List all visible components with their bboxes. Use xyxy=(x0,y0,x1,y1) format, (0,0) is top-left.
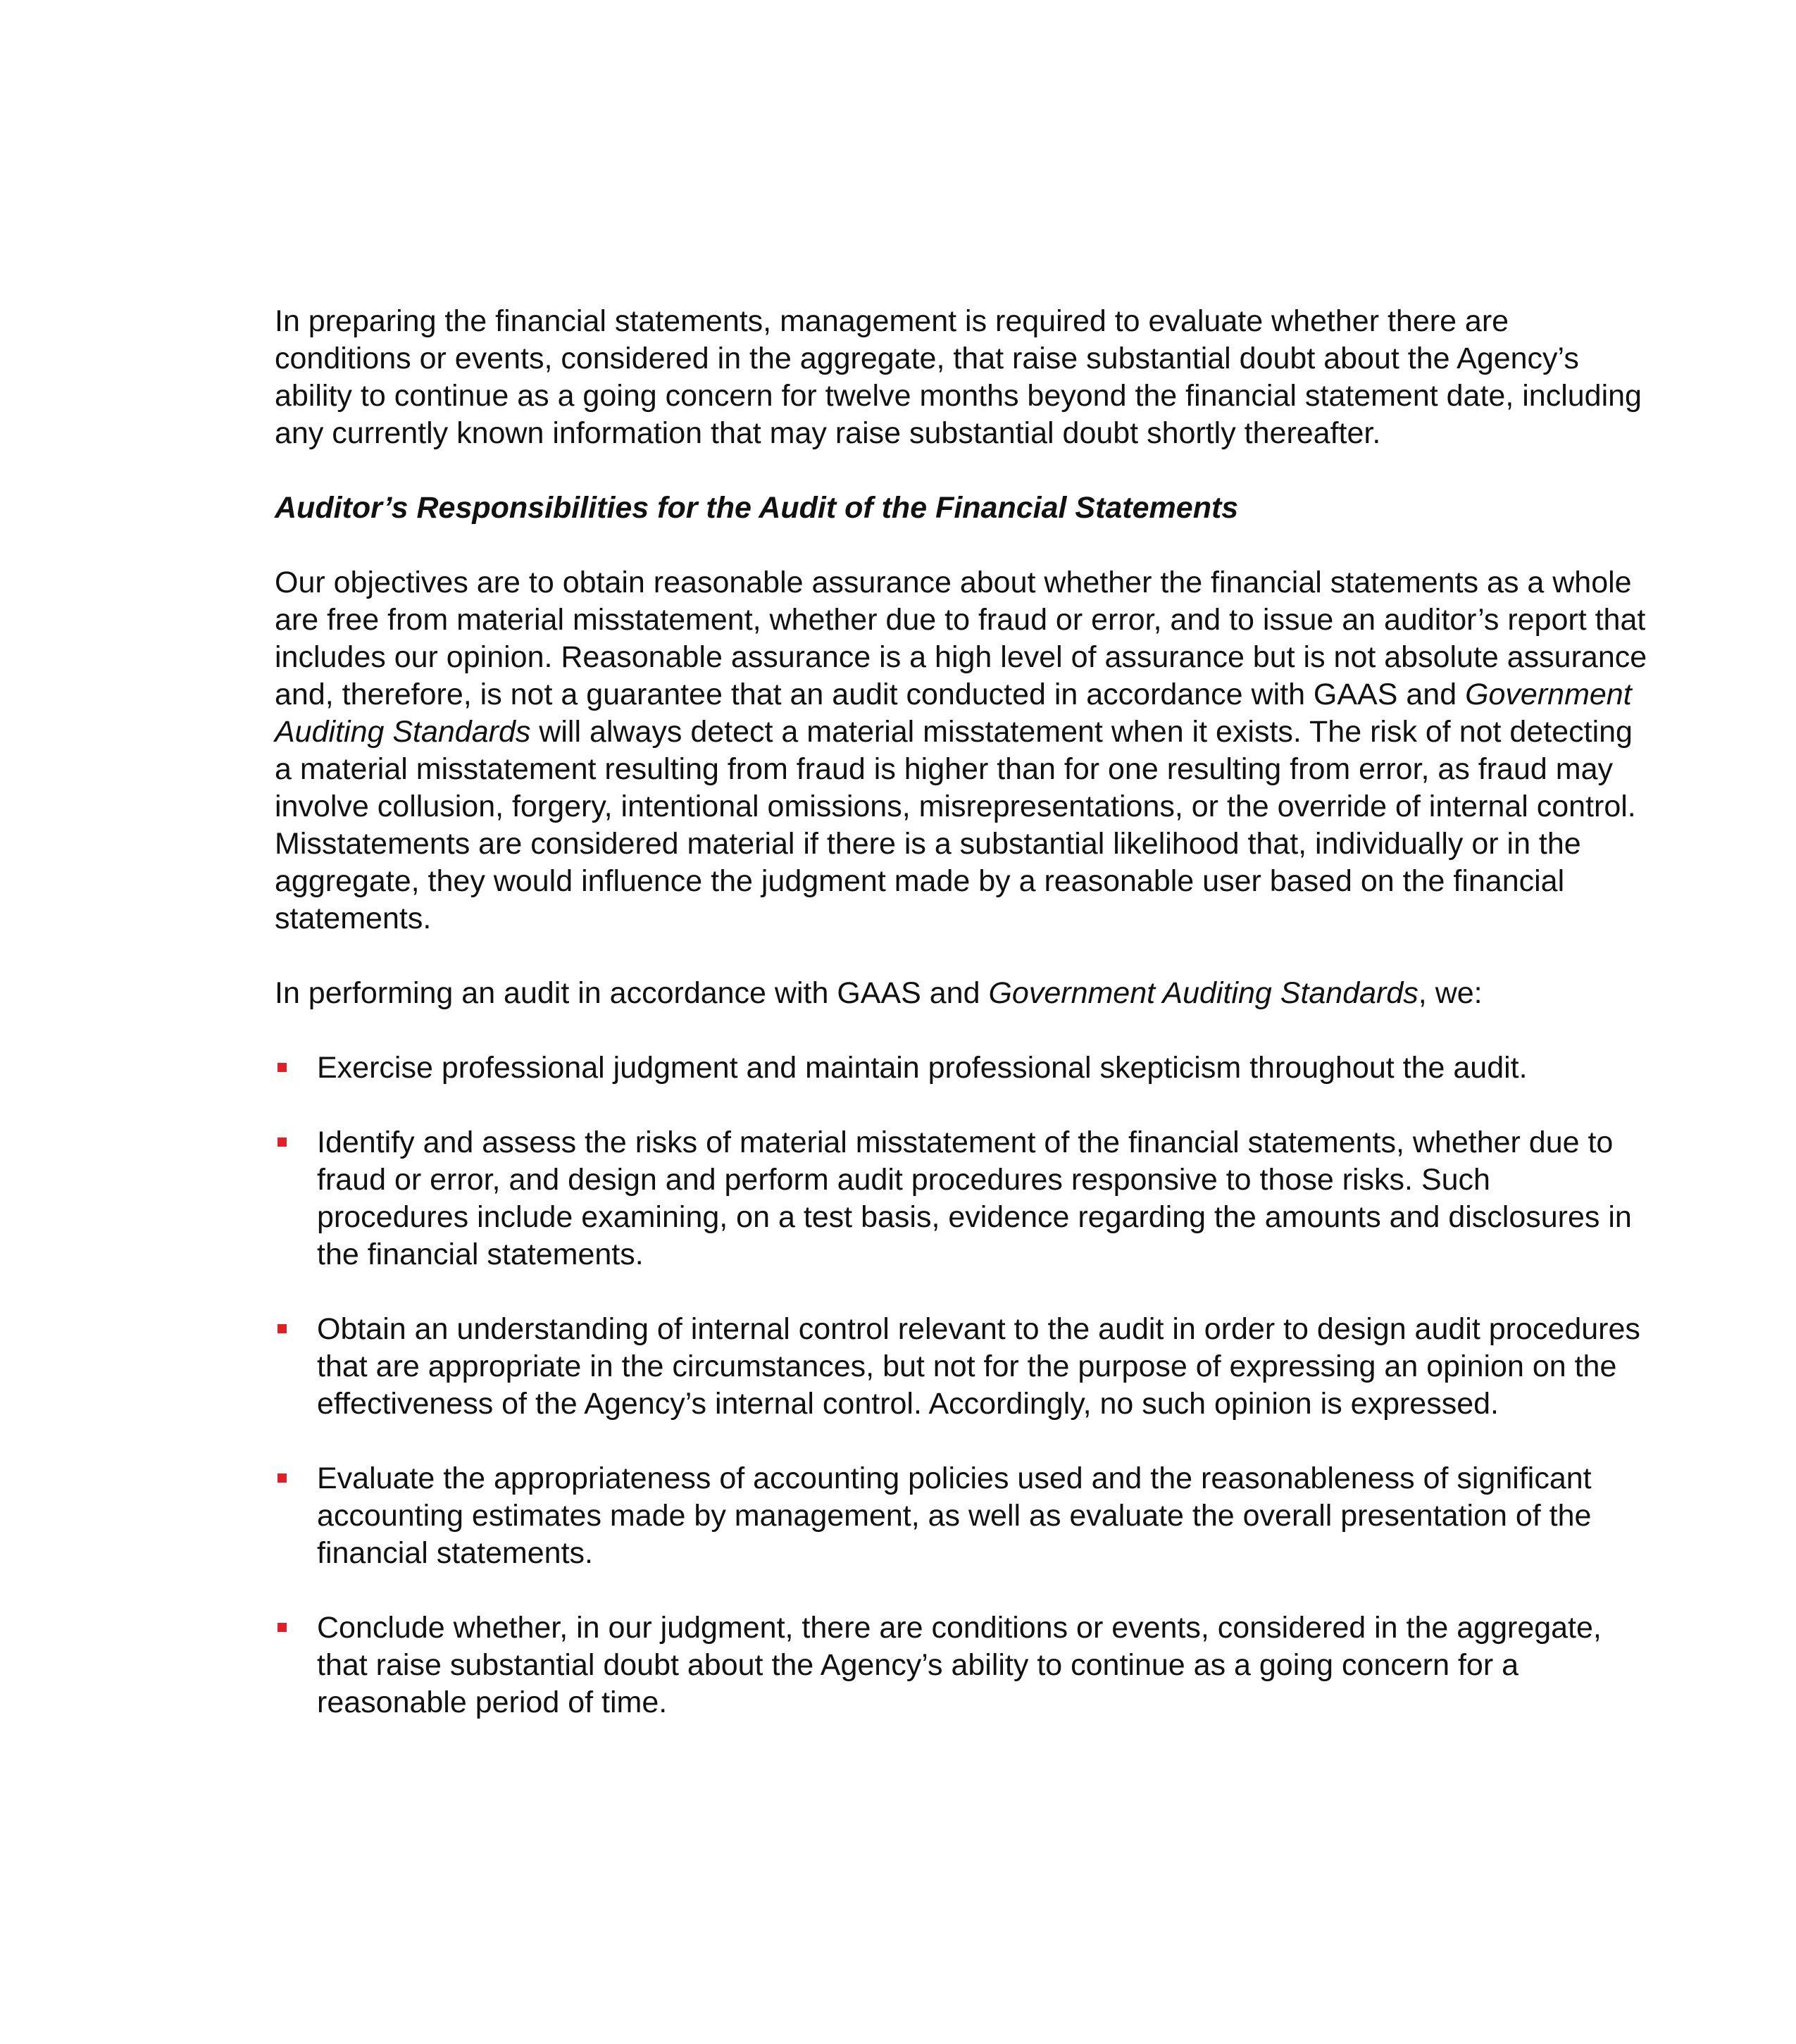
objectives-text-1: Our objectives are to obtain reasonable assurance about whether the financial statements as a whole are free from material misstatement, whether due to fraud or error, and to issue an auditor’s report that includes our opinion. Reasonable assurance is a high level of assurance but is not absolute assurance and, therefore, is not a guarantee that an audit conducted in accordance with GAAS and xyxy=(275,566,1647,711)
responsibilities-list xyxy=(275,1049,1648,1721)
list-item xyxy=(275,1049,1648,1087)
performing-text-1: In performing an audit in accordance with GAAS and xyxy=(275,976,989,1010)
list-item-text: Identify and assess the risks of material misstatement of the financial statements, whether due to fraud or error, and design and perform audit procedures responsive to those risks. Such procedures include examining, on a test basis, evidence regarding the amounts and disclosures in the financial statements. xyxy=(317,1126,1632,1271)
square-bullet-icon xyxy=(277,1324,287,1333)
list-item xyxy=(275,1460,1648,1572)
list-item-text: Evaluate the appropriateness of accounting policies used and the reasonableness of significant accounting estimates made by management, as well as evaluate the overall presentation of the financial statements. xyxy=(317,1462,1592,1570)
list-item xyxy=(275,1311,1648,1423)
performing-text-2: , we: xyxy=(1418,976,1483,1010)
square-bullet-icon xyxy=(277,1138,287,1147)
section-heading: Auditor’s Responsibilities for the Audit of the Financial Statements xyxy=(275,491,1239,525)
list-item-text: Obtain an understanding of internal control relevant to the audit in order to design audit procedures that are appropriate in the circumstances, but not for the purpose of expressing an opinion on the effectiveness of the Agency’s internal control. Accordingly, no such opinion is expressed. xyxy=(317,1312,1640,1421)
list-item-text: Exercise professional judgment and maintain professional skepticism throughout the audit. xyxy=(317,1051,1528,1085)
document-page xyxy=(275,303,1648,1759)
square-bullet-icon xyxy=(277,1473,287,1483)
objectives-italic-standards: Government Auditing Standards xyxy=(275,678,1632,749)
objectives-paragraph xyxy=(275,564,1648,937)
performing-audit-paragraph xyxy=(275,975,1648,1012)
list-item xyxy=(275,1609,1648,1721)
going-concern-paragraph: In preparing the financial statements, management is required to evaluate whether there are conditions or events, considered in the aggregate, that raise substantial doubt about the Agency’s ability to continue as a going concern for twelve months beyond the financial statement date, including any currently known information that may raise substantial doubt shortly thereafter. xyxy=(275,304,1642,450)
objectives-text-2: will always detect a material misstatement when it exists. The risk of not detecting a material misstatement resulting from fraud is higher than for one resulting from error, as fraud may involve collusion, forgery, intentional omissions, misrepresentations, or the override of internal control. Misstatements are considered material if there is a substantial likelihood that, individually or in the aggregate, they would influence the judgment made by a reasonable user based on the financial statements. xyxy=(275,715,1636,935)
list-item-text: Conclude whether, in our judgment, there are conditions or events, considered in the aggregate, that raise substantial doubt about the Agency’s ability to continue as a going concern for a reasonable period of time. xyxy=(317,1611,1602,1719)
square-bullet-icon xyxy=(277,1623,287,1632)
performing-italic-standards: Government Auditing Standards xyxy=(988,976,1418,1010)
square-bullet-icon xyxy=(277,1063,287,1072)
list-item xyxy=(275,1124,1648,1273)
